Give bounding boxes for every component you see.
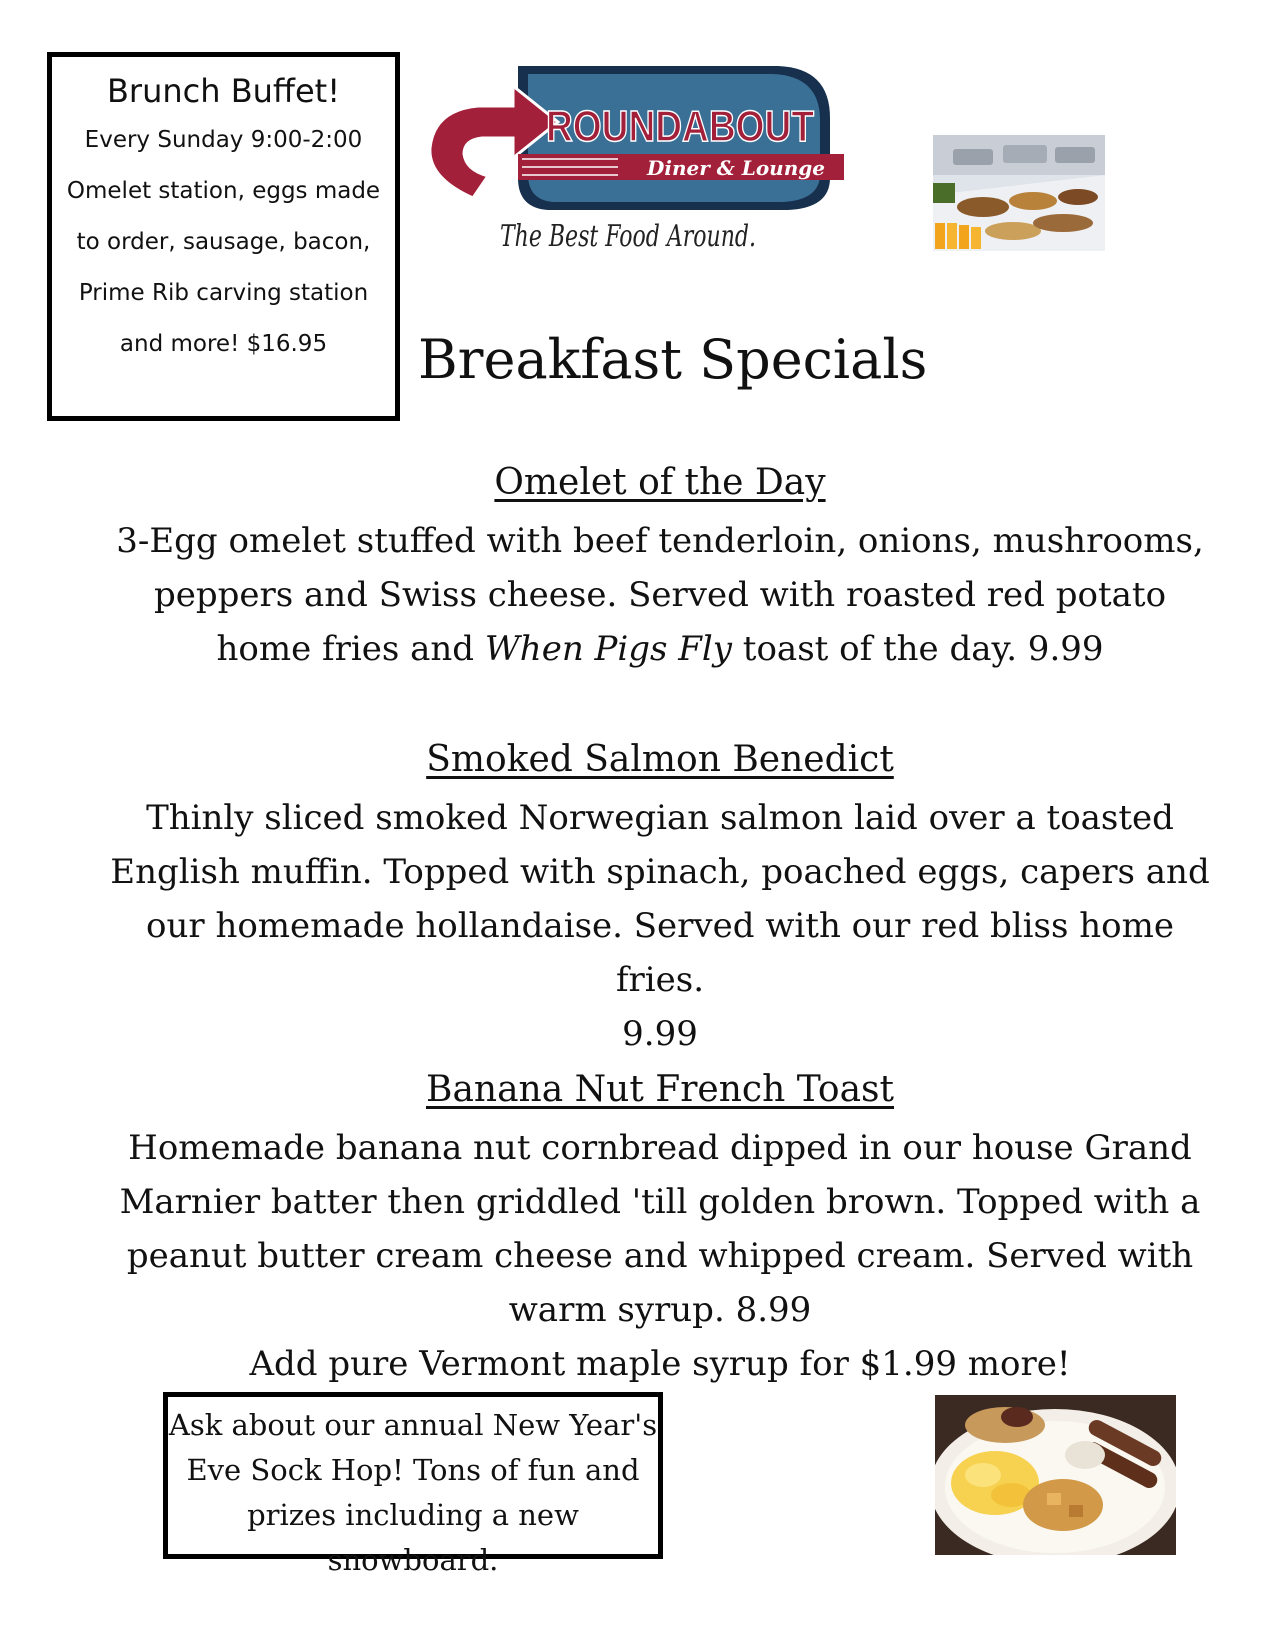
brunch-line: to order, sausage, bacon, [76, 229, 371, 255]
menu-item-desc-italic: When Pigs Fly [484, 629, 732, 669]
menu-item-omelet [110, 458, 1210, 676]
brunch-line: Prime Rib carving station [78, 280, 369, 306]
breakfast-plate-photo [935, 1395, 1176, 1555]
logo-tagline: The Best Food Around. [500, 219, 756, 254]
buffet-photo [933, 135, 1105, 251]
sock-hop-line: prizes including a new snowboard. [247, 1498, 579, 1577]
brunch-line: Every Sunday 9:00-2:00 [84, 127, 363, 153]
roundabout-logo [418, 58, 848, 268]
brunch-line: and more! $16.95 [119, 331, 328, 357]
menu-item-name: Smoked Salmon Benedict [426, 739, 894, 780]
brunch-line: Omelet station, eggs made [66, 178, 381, 204]
menu-item-french-toast [110, 1065, 1210, 1391]
menu-item-desc-text: toast of the day. 9.99 [731, 629, 1104, 669]
menu-item-description: Homemade banana nut cornbread dipped in our house Grand Marnier batter then griddled 'till golden brown. Topped with a peanut butter cream cheese and whipped cream. Served with warm syrup. 8.99 [119, 1128, 1201, 1330]
menu-item-price: 9.99 [622, 1014, 698, 1054]
sock-hop-line: Eve Sock Hop! Tons of fun and [186, 1453, 640, 1487]
menu-item-salmon-benedict [110, 735, 1210, 1061]
brunch-buffet-details [52, 115, 395, 370]
menu-item-name: Omelet of the Day [494, 462, 826, 503]
brunch-buffet-box [47, 52, 400, 421]
menu-item-name: Banana Nut French Toast [425, 1069, 895, 1110]
logo-sub-text: Diner & Lounge [647, 156, 825, 180]
menu-item-addon: Add pure Vermont maple syrup for $1.99 more! [249, 1344, 1071, 1384]
page-title: Breakfast Specials [418, 328, 928, 391]
sock-hop-line: Ask about our annual New Year's [168, 1408, 658, 1442]
menu-item-description [110, 514, 1210, 676]
menu-item-desc-text: 3-Egg omelet stuffed with beef tenderloin, onions, mushrooms, peppers and Swiss cheese. Served with roasted red potato home fries and [116, 521, 1204, 669]
sock-hop-box [163, 1392, 663, 1577]
menu-item-description: Thinly sliced smoked Norwegian salmon laid over a toasted English muffin. Topped with spinach, poached eggs, capers and our homemade hollandaise. Served with our red bliss home fries. [110, 798, 1210, 1000]
logo-brand-text: ROUNDABOUT [546, 102, 815, 151]
brunch-buffet-title: Brunch Buffet! [106, 72, 341, 110]
